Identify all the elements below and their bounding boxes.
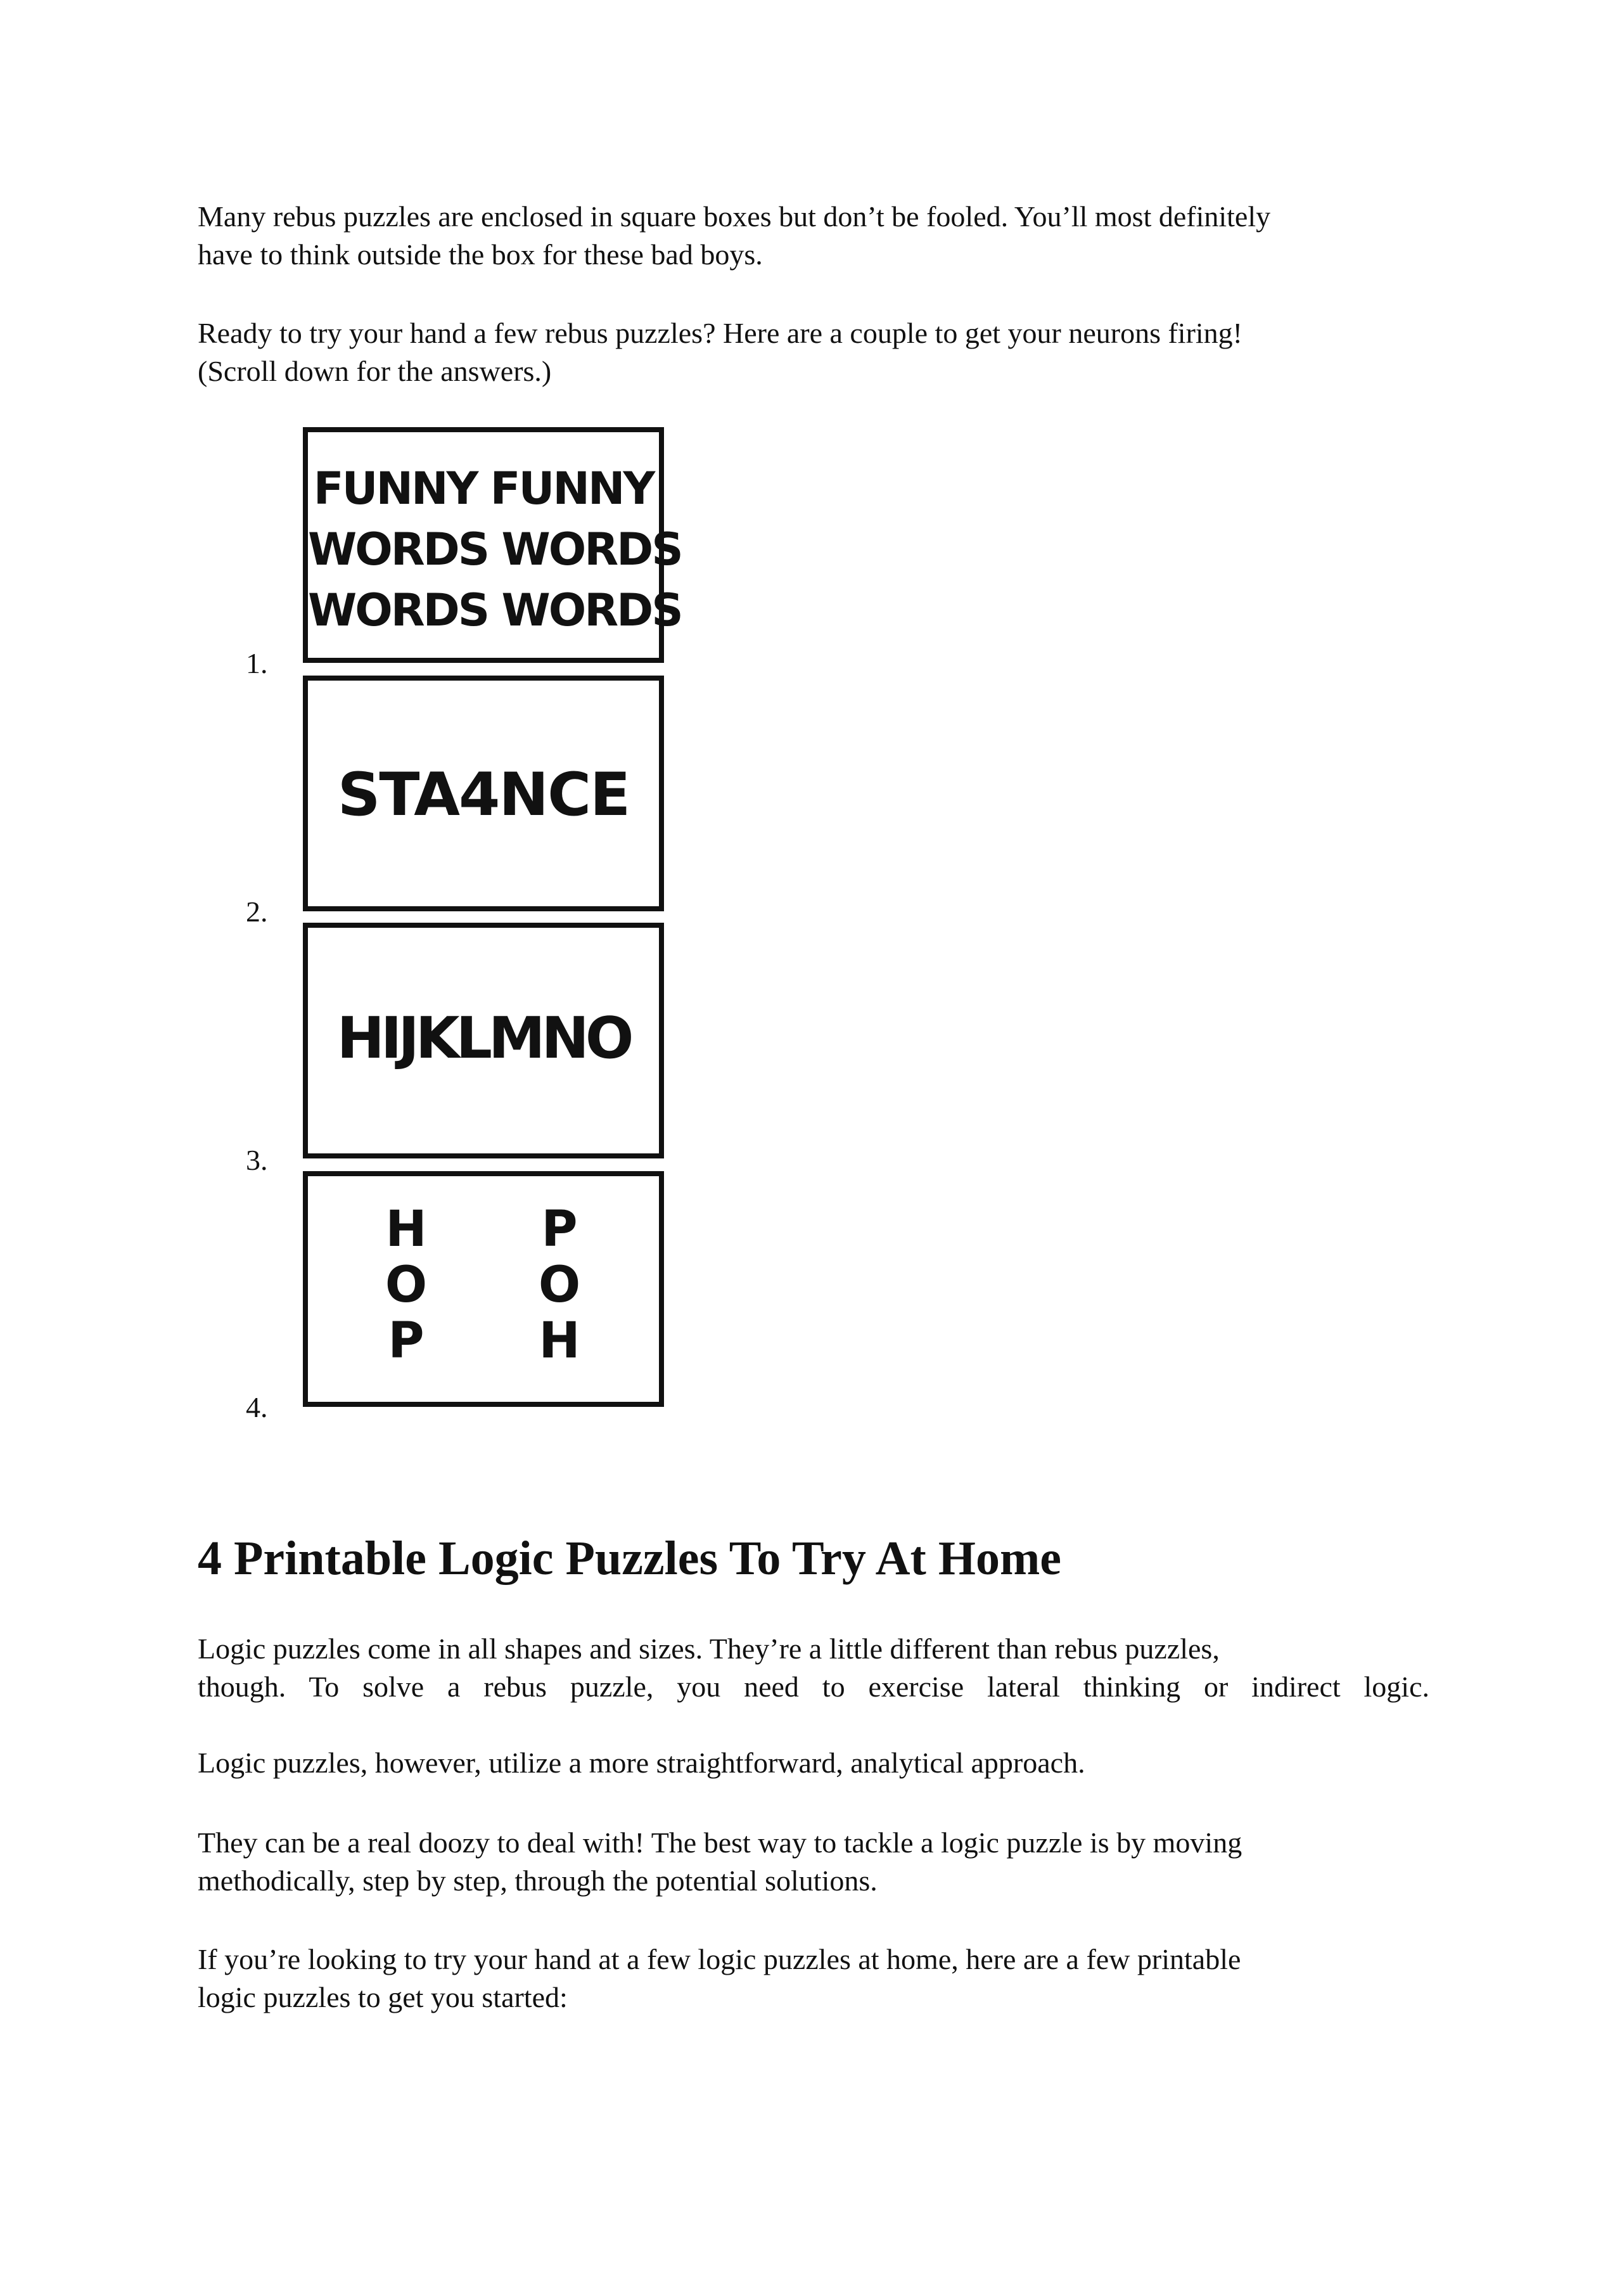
rebus-letter: O [538, 1257, 581, 1314]
rebus-letter: H [385, 1201, 427, 1258]
list-number: 3. [246, 1144, 268, 1176]
rebus-letter: O [385, 1257, 428, 1314]
text-line: logic puzzles to get you started: [198, 1981, 568, 2013]
text-line: methodically, step by step, through the potential solutions. [198, 1864, 878, 1897]
rebus-letter: H [539, 1312, 580, 1369]
rebus-text: HIJKLMNO [336, 1005, 630, 1072]
section-paragraph-4 [198, 1940, 1440, 2017]
text-line: Logic puzzles, however, utilize a more straightforward, analytical approach. [198, 1747, 1085, 1779]
rebus-puzzle-4 [303, 1171, 664, 1407]
text-line: If you’re looking to try your hand at a few logic puzzles at home, here are a few printable [198, 1943, 1241, 1975]
rebus-puzzle-1 [303, 427, 682, 663]
text-line: Many rebus puzzles are enclosed in square boxes but don’t be fooled. You’ll most definitely [198, 200, 1271, 233]
text-line: Ready to try your hand a few rebus puzzles? Here are a couple to get your neurons firing! [198, 317, 1242, 349]
text-line: They can be a real doozy to deal with! The best way to tackle a logic puzzle is by moving [198, 1826, 1242, 1859]
section-paragraph-1 [198, 1630, 1440, 1706]
rebus-letter: P [388, 1312, 425, 1369]
text-line: Logic puzzles come in all shapes and sizes. They’re a little different than rebus puzzles, [198, 1632, 1220, 1665]
list-number: 1. [246, 647, 268, 679]
section-paragraph-2 [198, 1744, 1440, 1782]
list-number: 2. [246, 895, 268, 928]
rebus-puzzle-2 [303, 676, 664, 911]
intro-paragraph-2 [198, 314, 1440, 390]
rebus-text-line: WORDS WORDS [308, 584, 682, 636]
intro-paragraph-1 [198, 198, 1440, 274]
list-number: 4. [246, 1391, 268, 1423]
rebus-letter: P [541, 1201, 578, 1258]
text-line: have to think outside the box for these bad boys. [198, 238, 763, 271]
rebus-puzzle-3 [303, 923, 664, 1158]
text-line: though. To solve a rebus puzzle, you need to exercise lateral thinking or indirect logic. [198, 1671, 1429, 1703]
section-paragraph-3 [198, 1824, 1440, 1900]
section-heading: 4 Printable Logic Puzzles To Try At Home [198, 1532, 1061, 1585]
rebus-text-line: FUNNY FUNNY [313, 463, 654, 515]
text-line: (Scroll down for the answers.) [198, 355, 552, 387]
rebus-text-line: WORDS WORDS [308, 523, 682, 575]
rebus-text: STA4NCE [337, 760, 630, 830]
